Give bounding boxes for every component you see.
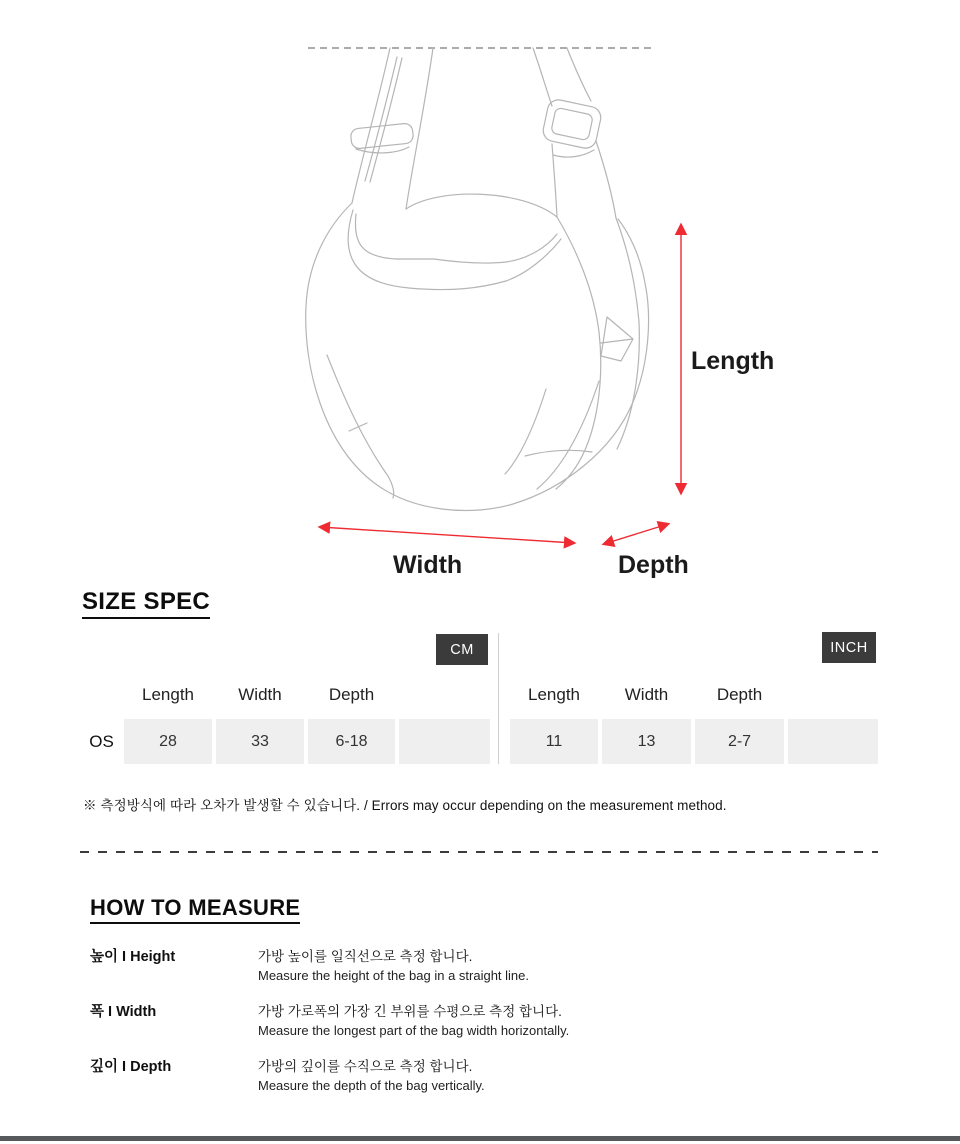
cm-column-header-length: Length bbox=[142, 685, 194, 704]
measure-row-width bbox=[90, 1003, 730, 1039]
measure-desc-ko: 가방의 깊이를 수직으로 측정 합니다. bbox=[258, 1059, 473, 1074]
length-dimension-label: Length bbox=[691, 347, 775, 375]
inch-column-header-length: Length bbox=[528, 685, 580, 704]
bag-right-strap-sketch bbox=[533, 48, 616, 218]
cm-column-header-depth: Depth bbox=[328, 685, 375, 704]
cm-table-row bbox=[83, 719, 490, 764]
header-spacer bbox=[83, 682, 120, 708]
inch-unit-badge: INCH bbox=[822, 632, 876, 663]
depth-dimension-label: Depth bbox=[618, 551, 689, 579]
cm-empty-value bbox=[399, 719, 490, 764]
size-row-label: OS bbox=[89, 731, 114, 751]
size-spec-heading: SIZE SPEC bbox=[82, 590, 210, 619]
measurement-arrows bbox=[320, 225, 681, 544]
inch-width-value: 13 bbox=[602, 719, 691, 764]
cm-unit-badge: CM bbox=[436, 634, 488, 665]
inch-length-value: 11 bbox=[510, 719, 598, 764]
measure-desc-width bbox=[258, 1003, 730, 1039]
measure-row-depth bbox=[90, 1058, 730, 1094]
measure-desc-en: Measure the longest part of the bag width horizontally. bbox=[258, 1023, 570, 1038]
header-spacer bbox=[399, 682, 490, 708]
measure-desc-en: Measure the depth of the bag vertically. bbox=[258, 1078, 485, 1093]
cm-length-value: 28 bbox=[124, 719, 212, 764]
cm-depth-value: 6-18 bbox=[308, 719, 395, 764]
bag-left-strap-sketch bbox=[350, 48, 433, 209]
inch-table-header bbox=[510, 682, 878, 708]
depth-arrow-icon bbox=[604, 524, 668, 544]
measure-desc-en: Measure the height of the bag in a straight line. bbox=[258, 968, 530, 983]
measure-label-height: 높이 I Height bbox=[90, 949, 176, 965]
measure-row-height bbox=[90, 948, 730, 984]
measure-desc-depth bbox=[258, 1058, 730, 1094]
width-dimension-label: Width bbox=[393, 551, 463, 579]
measure-list bbox=[90, 948, 730, 1113]
inch-column-header-width: Width bbox=[624, 685, 669, 704]
measure-desc-ko: 가방 가로폭의 가장 긴 부위를 수평으로 측정 합니다. bbox=[258, 1004, 562, 1019]
footer-bar bbox=[0, 1136, 960, 1141]
cm-table-header bbox=[83, 682, 490, 708]
cm-width-value: 33 bbox=[216, 719, 304, 764]
inch-empty-value bbox=[788, 719, 878, 764]
cm-column-header-width: Width bbox=[238, 685, 282, 704]
table-divider bbox=[498, 633, 499, 764]
dashed-section-divider bbox=[80, 851, 878, 853]
measure-label-width: 폭 I Width bbox=[90, 1004, 157, 1020]
measure-desc-ko: 가방 높이를 일직선으로 측정 합니다. bbox=[258, 949, 473, 964]
measurement-error-note: ※ 측정방식에 따라 오차가 발생할 수 있습니다. / Errors may occur depending on the measurement method. bbox=[83, 798, 727, 813]
how-to-measure-heading: HOW TO MEASURE bbox=[90, 897, 300, 924]
inch-table-row bbox=[510, 719, 878, 764]
header-spacer bbox=[788, 682, 878, 708]
inch-column-header-depth: Depth bbox=[716, 685, 763, 704]
inch-depth-value: 2-7 bbox=[695, 719, 784, 764]
width-arrow-icon bbox=[320, 527, 574, 543]
bag-body-sketch bbox=[306, 194, 649, 510]
measure-desc-height bbox=[258, 948, 730, 984]
measure-label-depth: 깊이 I Depth bbox=[90, 1059, 172, 1075]
